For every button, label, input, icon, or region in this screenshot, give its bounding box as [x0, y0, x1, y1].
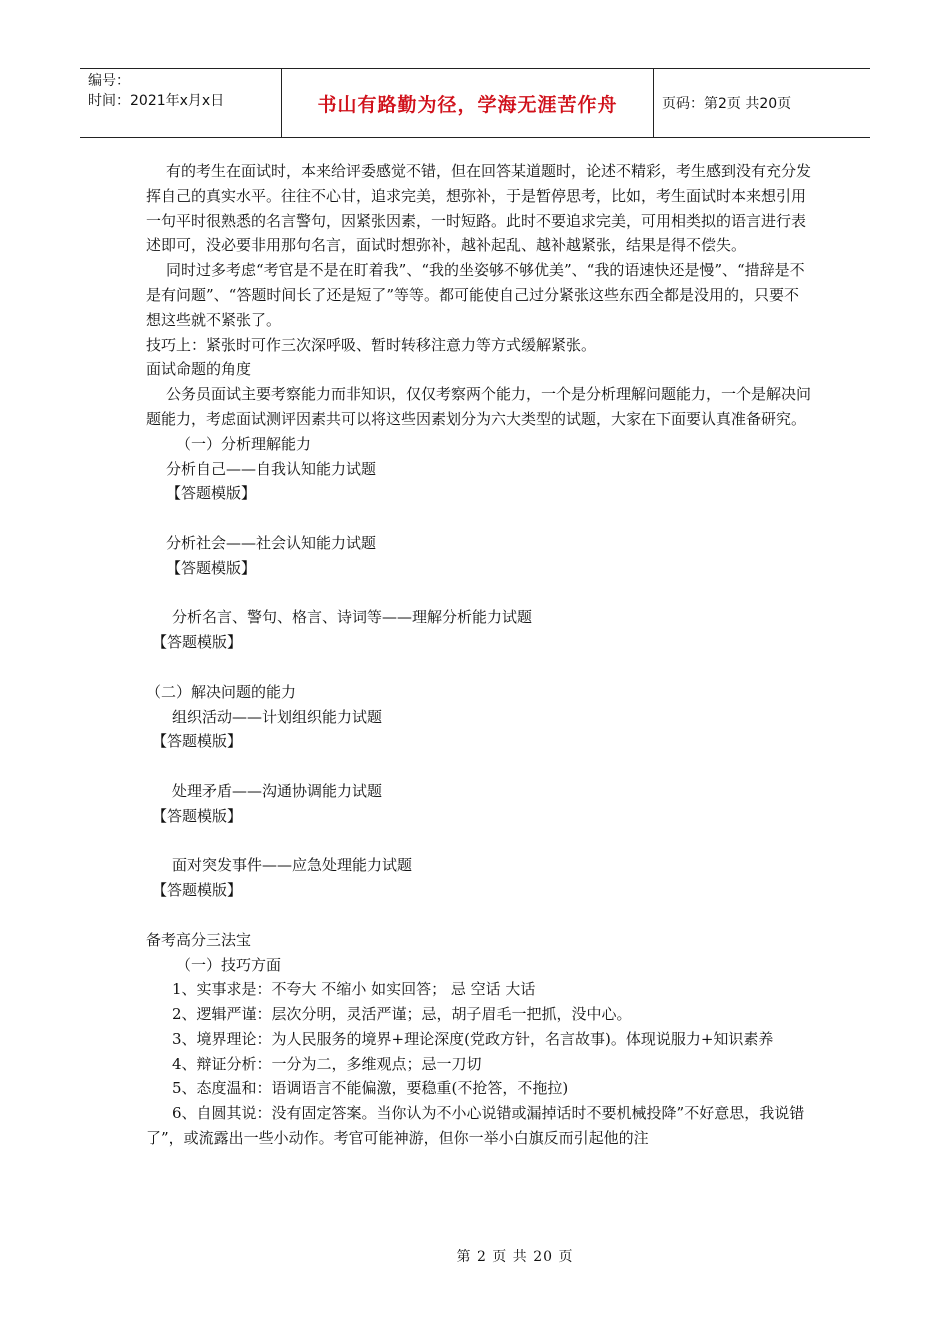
document-body	[146, 159, 812, 1151]
header-motto: 书山有路勤为径，学海无涯苦作舟	[317, 93, 618, 116]
skill-item-3: 3、境界理论：为人民服务的境界+理论深度(党政方针，名言故事)。体现说服力+知识素养	[172, 1029, 774, 1048]
subheading-skills: （一）技巧方面	[176, 955, 282, 974]
skill-item-1: 1、实事求是：不夸大 不缩小 如实回答； 忌 空话 大话	[172, 980, 536, 999]
header-page-info: 页码：第2页 共20页	[662, 96, 792, 112]
blank-line	[146, 506, 812, 531]
blank-line	[146, 581, 812, 606]
header-motto-cell	[282, 69, 654, 137]
footer-page-number: 第 2 页 共 20 页	[456, 1249, 574, 1265]
skill-item-6: 6、自圆其说：没有固定答案。当你认为不小心说错或漏掉话时不要机械投降”不好意思，我说错了”，或流露出一些小动作。考官可能神游，但你一举小白旗反而引起他的注	[146, 1104, 805, 1148]
section-heading-question-angles: 面试命题的角度	[146, 360, 252, 379]
item-self-analysis: 分析自己——自我认知能力试题	[166, 459, 377, 478]
paragraph-tension-perfection: 有的考生在面试时，本来给评委感觉不错，但在回答某道题时，论述不精彩，考生感到没有充分发挥自己的真实水平。往往不心甘，追求完美，想弥补，于是暂停思考，比如，考生面试时本来想引用一句平时很熟悉的名言警句，因紧张因素，一时短路。此时不要追求完美，可用相类拟的语言进行表述即可，没必要非用那句名言，面试时想弥补，越补起乱、越补越紧张，结果是得不偿失。	[146, 162, 812, 255]
blank-line	[146, 754, 812, 779]
answer-template-label: 【答题模版】	[166, 484, 257, 503]
answer-template-label: 【答题模版】	[152, 881, 243, 900]
document-time-label: 时间：2021年x月x日	[88, 93, 225, 109]
item-quote-analysis: 分析名言、警句、格言、诗词等——理解分析能力试题	[172, 608, 533, 627]
skill-item-2: 2、逻辑严谨：层次分明，灵活严谨；忌，胡子眉毛一把抓，没中心。	[172, 1005, 632, 1024]
page-header	[80, 68, 870, 138]
skill-item-4: 4、辩证分析：一分为二，多维观点；忌一刀切	[172, 1054, 482, 1073]
paragraph-overthinking: 同时过多考虑“考官是不是在盯着我”、“我的坐姿够不够优美”、“我的语速快还是慢”、“措辞是不是有问题”、“答题时间长了还是短了”等等。都可能使自己过分紧张这些东西全都是没用的，只要不想这些就不紧张了。	[146, 261, 805, 329]
page-footer	[0, 1246, 950, 1266]
skill-item-5: 5、态度温和：语调语言不能偏激，要稳重(不抢答，不拖拉)	[172, 1079, 569, 1098]
blank-line	[146, 829, 812, 854]
answer-template-label: 【答题模版】	[152, 806, 243, 825]
blank-line	[146, 903, 812, 928]
document-number-label: 编号：	[88, 73, 130, 89]
blank-line	[146, 655, 812, 680]
subheading-analysis-ability: （一）分析理解能力	[176, 434, 312, 453]
subheading-problem-solving: （二）解决问题的能力	[146, 682, 297, 701]
answer-template-label: 【答题模版】	[166, 558, 257, 577]
item-organize-activities: 组织活动——计划组织能力试题	[172, 707, 383, 726]
answer-template-label: 【答题模版】	[152, 732, 243, 751]
answer-template-label: 【答题模版】	[152, 633, 243, 652]
section-heading-three-treasures: 备考高分三法宝	[146, 930, 252, 949]
item-handle-conflicts: 处理矛盾——沟通协调能力试题	[172, 781, 383, 800]
item-society-analysis: 分析社会——社会认知能力试题	[166, 533, 377, 552]
item-emergencies: 面对突发事件——应急处理能力试题	[172, 856, 413, 875]
paragraph-civil-service-interview: 公务员面试主要考察能力而非知识，仅仅考察两个能力，一个是分析理解问题能力，一个是解决问题能力，考虑面试测评因素共可以将这些因素划分为六大类型的试题，大家在下面要认真准备研究。	[146, 385, 812, 428]
paragraph-breathing-tip: 技巧上：紧张时可作三次深呼吸、暂时转移注意力等方式缓解紧张。	[146, 335, 597, 354]
header-meta	[80, 69, 282, 137]
